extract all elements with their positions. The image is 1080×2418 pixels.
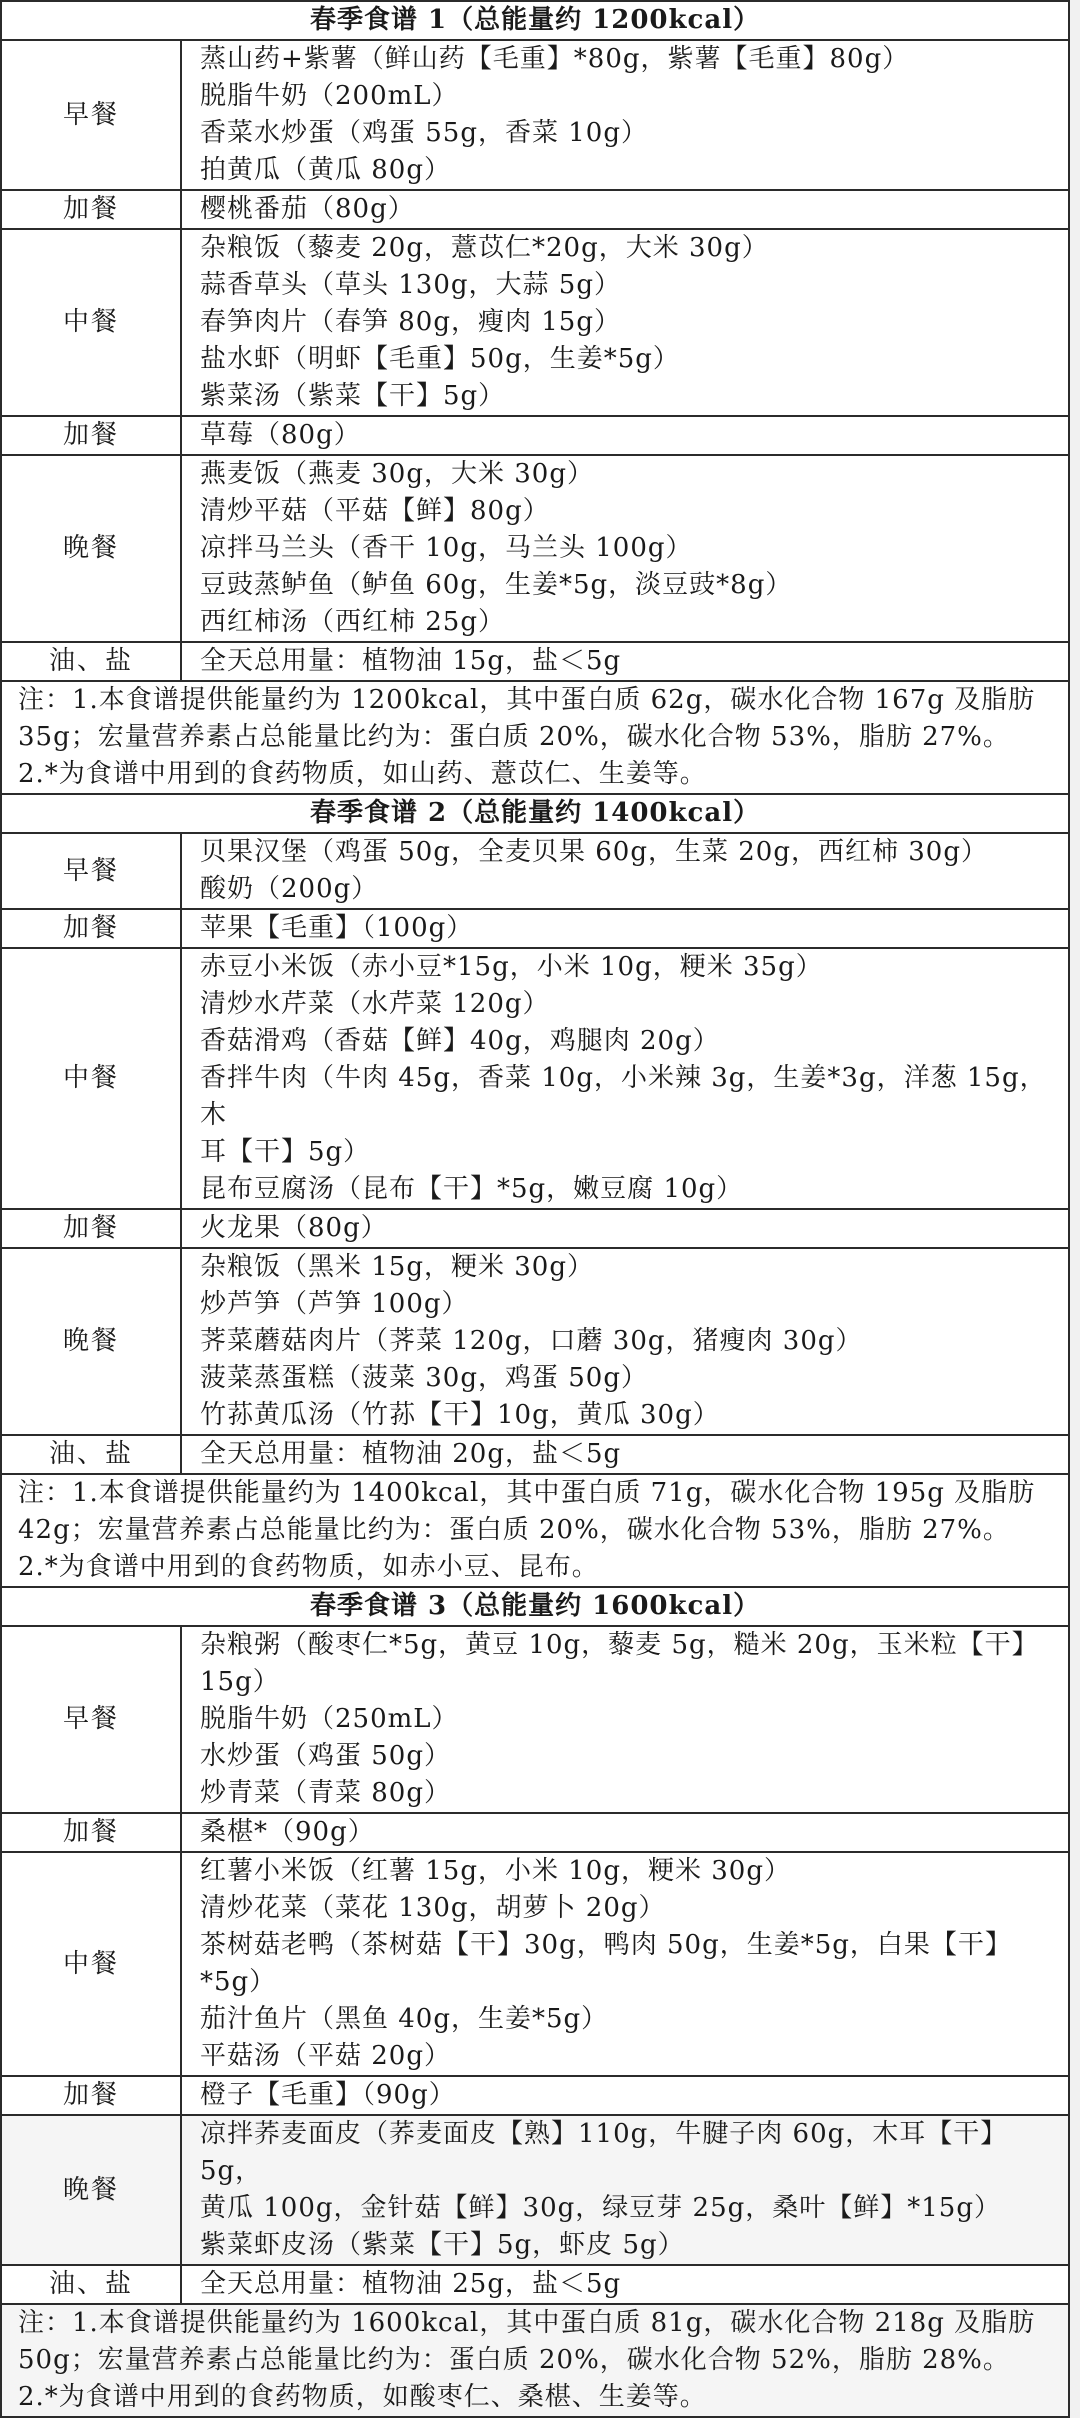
- meal-items: [181, 40, 1069, 190]
- meal-item: 凉拌荞麦面皮（荞麦面皮【熟】110g，牛腱子肉 60g，木耳【干】5g，: [200, 2119, 1008, 2186]
- meal-item: 昆布豆腐汤（昆布【干】*5g，嫩豆腐 10g）: [200, 1174, 744, 1204]
- meal-items: [181, 2265, 1069, 2304]
- meal-label: 加餐: [1, 1209, 181, 1248]
- menu-note-row: [1, 681, 1069, 794]
- meal-item: 西红柿汤（西红柿 25g）: [200, 607, 505, 637]
- meal-items: [181, 1626, 1069, 1813]
- meal-item: 蒸山药+紫薯（鲜山药【毛重】*80g，紫薯【毛重】80g）: [200, 44, 910, 74]
- meal-item: 炒芦笋（芦笋 100g）: [200, 1289, 469, 1319]
- menu-title-row: [1, 794, 1069, 833]
- meal-item: 全天总用量：植物油 25g，盐＜5g: [200, 2269, 622, 2299]
- meal-row: [1, 455, 1069, 642]
- meal-items: [181, 190, 1069, 229]
- meal-item: 清炒花菜（菜花 130g，胡萝卜 20g）: [200, 1893, 666, 1923]
- meal-label: 早餐: [1, 833, 181, 909]
- meal-item: 桑椹*（90g）: [200, 1817, 375, 1847]
- meal-label: 中餐: [1, 229, 181, 416]
- meal-items: [181, 2115, 1069, 2265]
- meal-item: 清炒平菇（平菇【鲜】80g）: [200, 496, 550, 526]
- meal-row: [1, 1813, 1069, 1852]
- meal-label: 中餐: [1, 1852, 181, 2076]
- meal-item: 全天总用量：植物油 15g，盐＜5g: [200, 646, 622, 676]
- note-line: 2.*为食谱中用到的食药物质，如酸枣仁、桑椹、生姜等。: [18, 2382, 707, 2412]
- meal-item: 拍黄瓜（黄瓜 80g）: [200, 155, 451, 185]
- meal-label: 加餐: [1, 2076, 181, 2115]
- meal-item: 豆豉蒸鲈鱼（鲈鱼 60g，生姜*5g，淡豆豉*8g）: [200, 570, 793, 600]
- meal-row: [1, 190, 1069, 229]
- meal-item: 杂粮粥（酸枣仁*5g，黄豆 10g，藜麦 5g，糙米 20g，玉米粒【干】15g）: [200, 1630, 1039, 1697]
- menu-title: 春季食谱 1（总能量约 1200kcal）: [1, 1, 1069, 40]
- meal-items: [181, 833, 1069, 909]
- note-line: 2.*为食谱中用到的食药物质，如赤小豆、昆布。: [18, 1552, 599, 1582]
- meal-item: 耳【干】5g）: [200, 1137, 371, 1167]
- meal-row: [1, 1248, 1069, 1435]
- meal-item: 香菇滑鸡（香菇【鲜】40g，鸡腿肉 20g）: [200, 1026, 720, 1056]
- meal-item: 春笋肉片（春笋 80g，瘦肉 15g）: [200, 307, 621, 337]
- meal-item: 炒青菜（青菜 80g）: [200, 1778, 451, 1808]
- meal-row: [1, 948, 1069, 1209]
- meal-items: [181, 2076, 1069, 2115]
- meal-items: [181, 1435, 1069, 1474]
- note-line: 42g；宏量营养素占总能量比约为：蛋白质 20%，碳水化合物 53%，脂肪 27%。: [18, 1515, 1010, 1545]
- meal-item: 杂粮饭（黑米 15g，粳米 30g）: [200, 1252, 594, 1282]
- meal-item: 苹果【毛重】（100g）: [200, 913, 474, 943]
- meal-item: 平菇汤（平菇 20g）: [200, 2041, 451, 2071]
- meal-label: 早餐: [1, 1626, 181, 1813]
- meal-items: [181, 642, 1069, 681]
- meal-item: 茄汁鱼片（黑鱼 40g，生姜*5g）: [200, 2004, 609, 2034]
- meal-item: 黄瓜 100g，金针菇【鲜】30g，绿豆芽 25g，桑叶【鲜】*15g）: [200, 2193, 1001, 2223]
- meal-item: 橙子【毛重】（90g）: [200, 2080, 456, 2110]
- menu-title: 春季食谱 2（总能量约 1400kcal）: [1, 794, 1069, 833]
- meal-row: [1, 909, 1069, 948]
- menu-note-row: [1, 2304, 1069, 2417]
- meal-item: 贝果汉堡（鸡蛋 50g，全麦贝果 60g，生菜 20g，西红柿 30g）: [200, 837, 988, 867]
- meal-item: 凉拌马兰头（香干 10g，马兰头 100g）: [200, 533, 693, 563]
- note-line: 注：1.本食谱提供能量约为 1200kcal，其中蛋白质 62g，碳水化合物 167g 及脂肪: [18, 685, 1036, 715]
- note-line: 50g；宏量营养素占总能量比约为：蛋白质 20%，碳水化合物 52%，脂肪 28%。: [18, 2345, 1010, 2375]
- meal-item: 盐水虾（明虾【毛重】50g，生姜*5g）: [200, 344, 680, 374]
- meal-item: 脱脂牛奶（250mL）: [200, 1704, 459, 1734]
- meal-label: 油、盐: [1, 642, 181, 681]
- menu-note: [1, 1474, 1069, 1587]
- meal-label: 晚餐: [1, 2115, 181, 2265]
- meal-item: 赤豆小米饭（赤小豆*15g，小米 10g，粳米 35g）: [200, 952, 823, 982]
- meal-label: 晚餐: [1, 1248, 181, 1435]
- meal-row: [1, 229, 1069, 416]
- meal-row: [1, 1435, 1069, 1474]
- meal-items: [181, 416, 1069, 455]
- meal-items: [181, 229, 1069, 416]
- meal-row: [1, 642, 1069, 681]
- meal-item: 火龙果（80g）: [200, 1213, 388, 1243]
- meal-item: 香拌牛肉（牛肉 45g，香菜 10g，小米辣 3g，生姜*3g，洋葱 15g，木: [200, 1063, 1047, 1130]
- meal-item: 蒜香草头（草头 130g，大蒜 5g）: [200, 270, 621, 300]
- meal-label: 中餐: [1, 948, 181, 1209]
- menu-note-row: [1, 1474, 1069, 1587]
- menu-title-row: [1, 1587, 1069, 1626]
- meal-item: 竹荪黄瓜汤（竹荪【干】10g，黄瓜 30g）: [200, 1400, 720, 1430]
- menu-note: [1, 2304, 1069, 2417]
- meal-label: 加餐: [1, 416, 181, 455]
- meal-row: [1, 416, 1069, 455]
- meal-items: [181, 1813, 1069, 1852]
- meal-items: [181, 948, 1069, 1209]
- meal-row: [1, 2265, 1069, 2304]
- meal-items: [181, 455, 1069, 642]
- meal-row: [1, 40, 1069, 190]
- meal-item: 酸奶（200g）: [200, 874, 379, 904]
- meal-item: 菠菜蒸蛋糕（菠菜 30g，鸡蛋 50g）: [200, 1363, 648, 1393]
- meal-item: 樱桃番茄（80g）: [200, 194, 415, 224]
- menu-title: 春季食谱 3（总能量约 1600kcal）: [1, 1587, 1069, 1626]
- meal-label: 加餐: [1, 190, 181, 229]
- meal-label: 加餐: [1, 909, 181, 948]
- meal-item: 紫菜虾皮汤（紫菜【干】5g，虾皮 5g）: [200, 2230, 685, 2260]
- note-line: 注：1.本食谱提供能量约为 1400kcal，其中蛋白质 71g，碳水化合物 195g 及脂肪: [18, 1478, 1036, 1508]
- meal-item: 杂粮饭（藜麦 20g，薏苡仁*20g，大米 30g）: [200, 233, 769, 263]
- meal-items: [181, 1209, 1069, 1248]
- meal-item: 草莓（80g）: [200, 420, 361, 450]
- meal-item: 燕麦饭（燕麦 30g，大米 30g）: [200, 459, 594, 489]
- menu-note: [1, 681, 1069, 794]
- meal-item: 清炒水芹菜（水芹菜 120g）: [200, 989, 550, 1019]
- meal-items: [181, 909, 1069, 948]
- meal-item: 全天总用量：植物油 20g，盐＜5g: [200, 1439, 622, 1469]
- note-line: 2.*为食谱中用到的食药物质，如山药、薏苡仁、生姜等。: [18, 759, 707, 789]
- meal-item: 脱脂牛奶（200mL）: [200, 81, 459, 111]
- menu-title-row: [1, 1, 1069, 40]
- note-line: 注：1.本食谱提供能量约为 1600kcal，其中蛋白质 81g，碳水化合物 218g 及脂肪: [18, 2308, 1036, 2338]
- recipe-table-body: [1, 1, 1069, 2417]
- meal-item: 荠菜蘑菇肉片（荠菜 120g，口蘑 30g，猪瘦肉 30g）: [200, 1326, 863, 1356]
- meal-label: 晚餐: [1, 455, 181, 642]
- meal-row: [1, 2115, 1069, 2265]
- meal-item: 水炒蛋（鸡蛋 50g）: [200, 1741, 451, 1771]
- meal-label: 油、盐: [1, 2265, 181, 2304]
- meal-label: 早餐: [1, 40, 181, 190]
- meal-row: [1, 2076, 1069, 2115]
- meal-row: [1, 1852, 1069, 2076]
- meal-item: 红薯小米饭（红薯 15g，小米 10g，粳米 30g）: [200, 1856, 791, 1886]
- meal-item: 茶树菇老鸭（茶树菇【干】30g，鸭肉 50g，生姜*5g，白果【干】*5g）: [200, 1930, 1012, 1997]
- meal-items: [181, 1248, 1069, 1435]
- meal-item: 紫菜汤（紫菜【干】5g）: [200, 381, 506, 411]
- meal-row: [1, 1626, 1069, 1813]
- note-line: 35g；宏量营养素占总能量比约为：蛋白质 20%，碳水化合物 53%，脂肪 27%。: [18, 722, 1010, 752]
- meal-item: 香菜水炒蛋（鸡蛋 55g，香菜 10g）: [200, 118, 648, 148]
- meal-items: [181, 1852, 1069, 2076]
- meal-row: [1, 1209, 1069, 1248]
- meal-row: [1, 833, 1069, 909]
- meal-label: 油、盐: [1, 1435, 181, 1474]
- meal-label: 加餐: [1, 1813, 181, 1852]
